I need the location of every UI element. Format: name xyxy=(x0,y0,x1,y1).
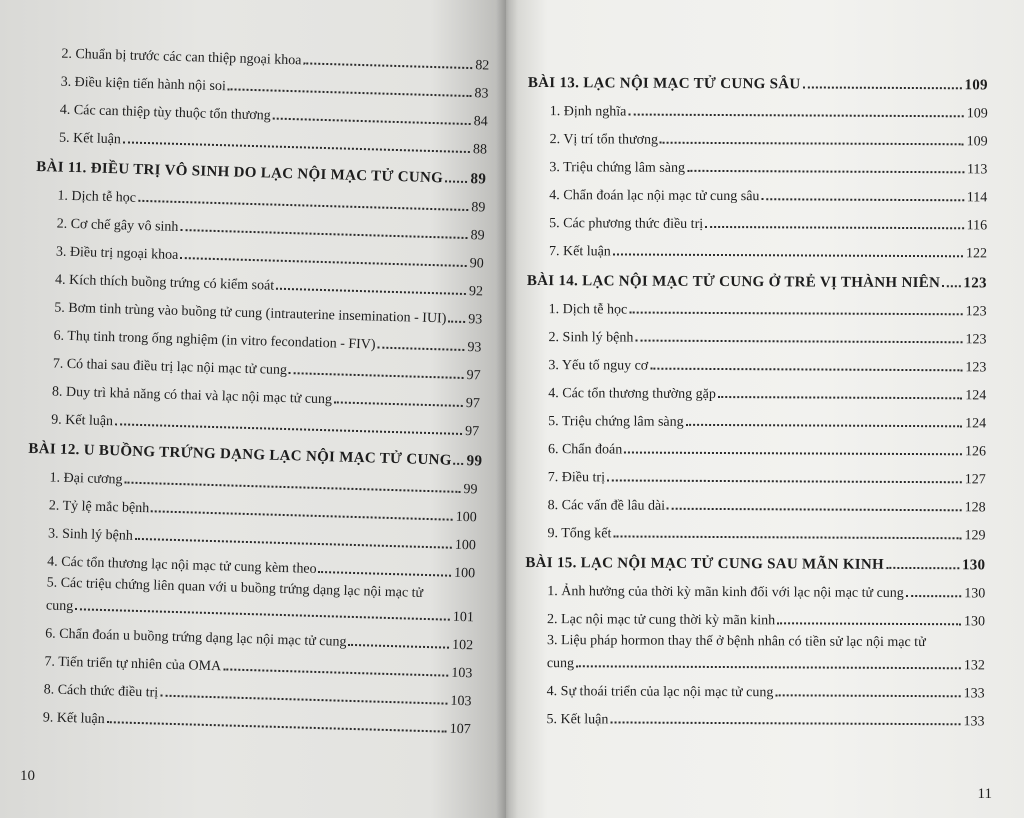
toc-entry-title: 8. Cách thức điều trị xyxy=(43,682,159,701)
dot-leader xyxy=(635,340,962,344)
toc-entry xyxy=(525,514,985,544)
toc-entry-title: 2. Cơ chế gây vô sinh xyxy=(56,216,179,235)
dot-leader xyxy=(686,424,962,427)
right-page-number: 11 xyxy=(977,786,992,802)
dot-leader xyxy=(718,396,962,399)
toc-page-number: 103 xyxy=(450,693,472,710)
right-toc xyxy=(525,62,988,730)
toc-entry-title: 7. Điều trị xyxy=(547,470,606,486)
toc-entry-title: 7. Có thai sau điều trị lạc nội mạc tử cung xyxy=(52,356,288,379)
toc-entry xyxy=(525,672,985,702)
dot-leader xyxy=(448,321,465,323)
toc-page-number: 127 xyxy=(964,472,986,488)
toc-page-number: 99 xyxy=(463,482,478,498)
toc-entry-title: 4. Các can thiệp tùy thuộc tổn thương xyxy=(59,102,271,124)
toc-entry xyxy=(528,120,988,150)
dot-leader xyxy=(777,622,961,625)
toc-entry-title: 2. Sinh lý bệnh xyxy=(548,330,634,346)
toc-page-number: 123 xyxy=(965,360,987,376)
toc-page-number: 100 xyxy=(454,537,477,554)
left-page xyxy=(0,0,506,818)
toc-entry-title: 3. Yếu tố nguy cơ xyxy=(548,358,649,374)
toc-entry-title: 8. Duy trì khả năng có thai và lạc nội mạc tử cung xyxy=(51,384,333,408)
toc-entry xyxy=(527,318,987,348)
toc-entry-title: 9. Tổng kết xyxy=(547,526,612,542)
toc-entry-title: 7. Tiến triển tự nhiên của OMA xyxy=(44,654,222,675)
dot-leader xyxy=(276,288,466,295)
toc-entry-title: 2. Tỷ lệ mắc bệnh xyxy=(48,498,150,517)
toc-page-number: 132 xyxy=(963,658,985,674)
dot-leader xyxy=(303,62,472,69)
dot-leader xyxy=(775,694,960,697)
toc-page-number: 109 xyxy=(966,134,988,150)
toc-entry-title: 1. Ảnh hưởng của thời kỳ mãn kinh đối với lạc nội mạc tử cung xyxy=(547,584,904,601)
toc-entry xyxy=(526,346,986,376)
dot-leader xyxy=(607,479,962,483)
toc-entry xyxy=(527,176,987,206)
toc-entry-title: 5. Triệu chứng lâm sàng xyxy=(548,414,684,430)
toc-page-number: 126 xyxy=(964,444,987,460)
toc-entry-title: 7. Kết luận xyxy=(548,244,611,260)
dot-leader xyxy=(334,401,463,407)
toc-page-number: 102 xyxy=(451,637,474,654)
dot-leader xyxy=(761,198,963,201)
dot-leader xyxy=(705,226,964,229)
toc-entry-title: 8. Các vấn đề lâu dài xyxy=(547,498,666,514)
dot-leader xyxy=(348,644,449,649)
dot-leader xyxy=(454,463,464,465)
toc-entry-title: 4. Sự thoái triển của lạc nội mạc tử cung xyxy=(546,684,774,701)
toc-entry xyxy=(525,700,985,730)
toc-entry-title-cont: cung xyxy=(45,598,74,615)
dot-leader xyxy=(377,347,464,351)
toc-page-number: 123 xyxy=(965,332,987,348)
toc-entry-title: 5. Các triệu chứng liên quan với u buồng trứng dạng lạc nội mạc tử xyxy=(46,575,424,601)
toc-page-number: 97 xyxy=(464,424,480,440)
toc-entry-title: 3. Điều trị ngoại khoa xyxy=(55,244,179,263)
toc-page-number: 101 xyxy=(452,609,475,626)
toc-page-number: 83 xyxy=(474,86,489,102)
toc-entry xyxy=(526,430,986,460)
toc-entry-title: 5. Bơm tinh trùng vào buồng tử cung (intrauterine insemination - IUI) xyxy=(54,300,447,327)
toc-page-number: 116 xyxy=(966,218,988,234)
toc-page-number: 129 xyxy=(964,528,986,544)
dot-leader xyxy=(610,721,960,725)
toc-page-number: 97 xyxy=(466,368,481,384)
toc-page-number: 123 xyxy=(965,304,987,320)
dot-leader xyxy=(667,508,962,512)
toc-entry-title: 1. Dịch tễ học xyxy=(548,302,628,318)
dot-leader xyxy=(650,368,962,372)
toc-page-number: 122 xyxy=(965,246,988,262)
toc-entry xyxy=(526,402,986,432)
toc-entry-title: 5. Kết luận xyxy=(58,130,122,148)
toc-entry-title-cont: cung xyxy=(546,656,575,672)
toc-entry xyxy=(527,148,987,178)
toc-entry-title: 9. Kết luận xyxy=(51,412,114,430)
dot-leader xyxy=(942,285,960,287)
toc-entry-title: 5. Các phương thức điều trị xyxy=(549,216,704,232)
toc-entry-title: 2. Chuẩn bị trước các can thiệp ngoại khoa xyxy=(61,46,302,69)
toc-page-number: 88 xyxy=(472,142,488,158)
dot-leader xyxy=(803,86,962,89)
dot-leader xyxy=(613,253,963,257)
toc-page-number: 124 xyxy=(965,388,987,404)
toc-entry-title: 2. Vị trí tổn thương xyxy=(549,132,659,148)
toc-page-number: 82 xyxy=(475,58,490,74)
dot-leader xyxy=(319,571,452,577)
toc-entry xyxy=(526,374,986,404)
toc-entry-line2 xyxy=(547,650,985,674)
dot-leader xyxy=(576,665,961,669)
dot-leader xyxy=(886,567,959,569)
toc-entry xyxy=(527,290,987,320)
toc-chapter-heading xyxy=(525,542,985,574)
toc-entry-title: 2. Lạc nội mạc tử cung thời kỳ mãn kinh xyxy=(547,612,776,629)
toc-chapter-heading xyxy=(527,260,987,292)
toc-entry-title: 3. Liệu pháp hormon thay thế ở bệnh nhân có tiền sử lạc nội mạc tử xyxy=(546,633,926,651)
toc-page-number: 93 xyxy=(467,312,483,328)
dot-leader xyxy=(629,312,962,316)
toc-entry xyxy=(526,458,986,488)
toc-entry-title: BÀI 13. LẠC NỘI MẠC TỬ CUNG SÂU xyxy=(527,74,801,93)
toc-page-number: 84 xyxy=(473,114,488,130)
toc-entry-title: BÀI 14. LẠC NỘI MẠC TỬ CUNG Ở TRẺ VỊ THÀNH NIÊN xyxy=(526,272,941,292)
dot-leader xyxy=(289,372,464,379)
toc-entry-title: 4. Kích thích buồng trứng có kiểm soát xyxy=(54,272,275,294)
dot-leader xyxy=(624,452,962,456)
toc-page-number: 103 xyxy=(451,665,473,682)
toc-page-number: 130 xyxy=(964,614,986,630)
dot-leader xyxy=(613,535,961,539)
toc-entry xyxy=(526,486,986,516)
toc-entry xyxy=(527,232,987,262)
toc-entry-title: 3. Điều kiện tiến hành nội soi xyxy=(60,74,227,95)
toc-entry-title: 4. Các tổn thương thường gặp xyxy=(548,386,716,402)
right-page xyxy=(506,0,1024,818)
toc-entry-title: 3. Sinh lý bệnh xyxy=(47,526,134,544)
dot-leader xyxy=(628,114,963,118)
toc-entry-title: 1. Dịch tễ học xyxy=(57,188,137,206)
toc-page-number: 128 xyxy=(964,500,986,516)
dot-leader xyxy=(445,180,468,183)
left-page-number: 10 xyxy=(20,768,35,784)
dot-leader xyxy=(273,118,471,126)
toc-entry xyxy=(528,92,988,122)
toc-entry-title: 6. Chẩn đoán u buồng trứng dạng lạc nội mạc tử cung xyxy=(45,626,347,650)
dot-leader xyxy=(107,721,447,732)
toc-page-number: 109 xyxy=(966,106,988,122)
toc-entry-title: 1. Định nghĩa xyxy=(549,104,627,120)
toc-entry-title: 4. Chẩn đoán lạc nội mạc tử cung sâu xyxy=(549,188,760,205)
toc-page-number: 89 xyxy=(471,200,486,216)
left-toc xyxy=(21,34,490,738)
toc-page-number: 89 xyxy=(470,228,485,244)
dot-leader xyxy=(660,142,964,146)
toc-page-number: 130 xyxy=(961,557,986,574)
toc-entry-title: 4. Các tổn thương lạc nội mạc tử cung kèm theo xyxy=(47,554,317,577)
toc-entry xyxy=(525,628,985,674)
toc-page-number: 114 xyxy=(966,190,988,206)
toc-page-number: 109 xyxy=(964,77,988,94)
toc-page-number: 92 xyxy=(468,284,484,300)
toc-page-number: 113 xyxy=(966,162,988,178)
toc-entry-title: BÀI 11. ĐIỀU TRỊ VÔ SINH DO LẠC NỘI MẠC TỬ CUNG xyxy=(36,158,444,187)
toc-page-number: 130 xyxy=(964,586,986,602)
toc-page-number: 99 xyxy=(466,453,483,470)
toc-page-number: 123 xyxy=(963,275,987,292)
toc-entry-title: 3. Triệu chứng lâm sàng xyxy=(549,160,686,176)
toc-entry-title: 6. Chẩn đoán xyxy=(547,442,623,458)
toc-entry-title: BÀI 12. U BUỒNG TRỨNG DẠNG LẠC NỘI MẠC TỬ CUNG xyxy=(28,440,452,469)
toc-page-number: 100 xyxy=(453,565,476,582)
toc-entry xyxy=(525,572,985,602)
dot-leader xyxy=(687,170,964,173)
toc-page-number: 133 xyxy=(963,714,985,730)
toc-page-number: 93 xyxy=(467,340,482,356)
toc-page-number: 100 xyxy=(455,509,477,526)
toc-page-number: 124 xyxy=(965,416,987,432)
toc-entry-title: 6. Thụ tinh trong ống nghiệm (in vitro fecondation - FIV) xyxy=(53,328,376,353)
toc-page-number: 97 xyxy=(465,396,481,412)
toc-entry-title: 5. Kết luận xyxy=(546,712,609,728)
toc-entry xyxy=(525,600,985,630)
dot-leader xyxy=(906,595,961,597)
toc-page-number: 90 xyxy=(469,256,484,272)
toc-entry-title: 9. Kết luận xyxy=(42,710,105,728)
toc-entry-title: 1. Đại cương xyxy=(49,470,123,488)
toc-page-number: 107 xyxy=(449,721,471,738)
toc-entry xyxy=(527,204,987,234)
toc-chapter-heading xyxy=(528,62,988,94)
toc-entry-title: BÀI 15. LẠC NỘI MẠC TỬ CUNG SAU MÃN KINH xyxy=(525,554,885,573)
toc-page-number: 89 xyxy=(470,171,487,188)
toc-page-number: 133 xyxy=(963,686,985,702)
